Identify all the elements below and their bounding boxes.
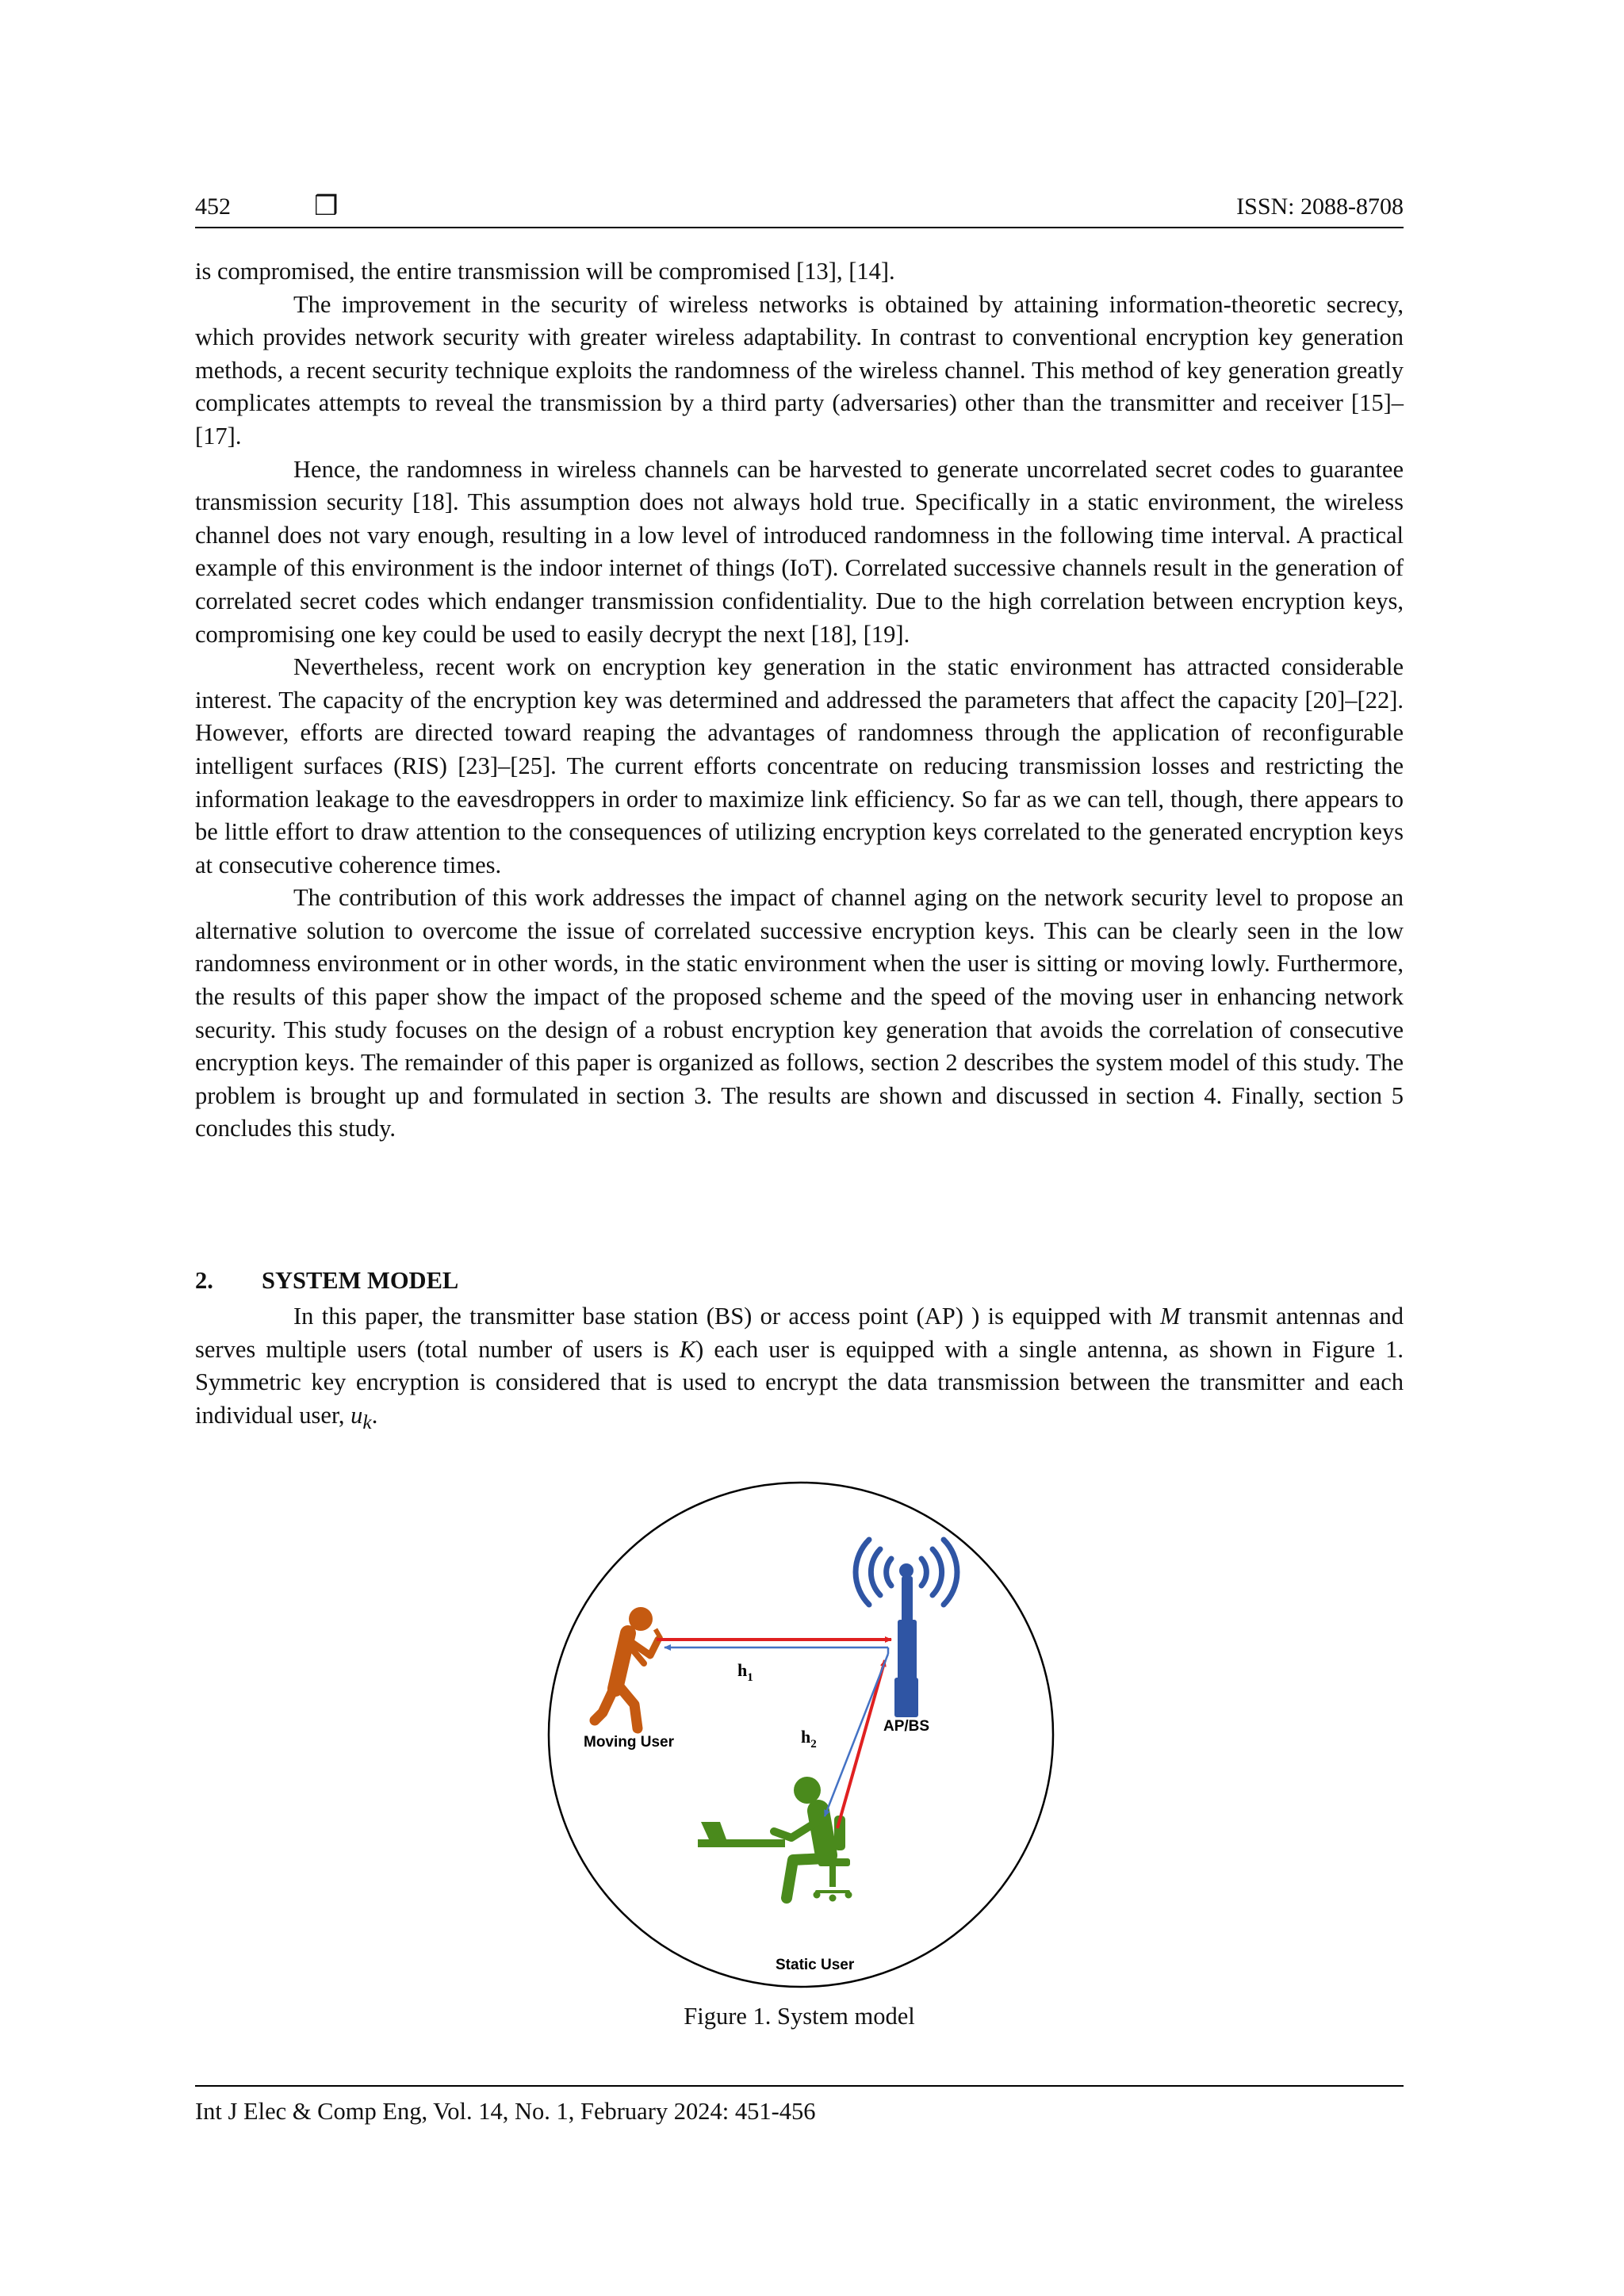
h2-downlink-arrow bbox=[825, 1654, 888, 1816]
page-number: 452 bbox=[195, 193, 231, 220]
section-paragraph bbox=[195, 1300, 1404, 1439]
moving-user-label: Moving User bbox=[584, 1734, 675, 1751]
math-m: M bbox=[1159, 1303, 1181, 1330]
section-title: SYSTEM MODEL bbox=[262, 1267, 459, 1294]
paragraph-3: Hence, the randomness in wireless channels can be harvested to generate uncorrelated secret codes to guarantee transmission security [18]. This assumption does not always hold true. Specifically in a static environment, the wireless channel does not vary enough, resulting in a low level of introduced randomness in the following time interval. A practical example of this environment is the indoor internet of things (IoT). Correlated successive channels result in the generation of correlated secret codes which endanger transmission confidentiality. Due to the high correlation between encryption keys, compromising one key could be used to easily decrypt the next [18], [19]. bbox=[195, 455, 1404, 648]
math-u-sub: k bbox=[362, 1410, 372, 1433]
ap-bs-label: AP/BS bbox=[883, 1718, 930, 1735]
page-footer bbox=[195, 2085, 1404, 2126]
moving-user-icon bbox=[595, 1607, 663, 1728]
paragraph-2: The improvement in the security of wireless networks is obtained by attaining information-theoretic secrecy, which provides network security with greater wireless adaptability. In contrast to conventional encryption key generation methods, a recent security technique exploits the randomness of the wireless channel. This method of key generation greatly complicates attempts to reveal the transmission by a third party (adversaries) other than the transmitter and receiver [15]–[17]. bbox=[195, 290, 1404, 450]
h1-label: $h_1$ bbox=[737, 1660, 753, 1684]
system-model-diagram bbox=[539, 1473, 1063, 1996]
section-text-3: ) each user is equipped with a single antenna, as shown in Figure 1. Symmetric key encryption is considered that is used to encrypt the data transmission between the transmitter and each individual user, bbox=[195, 1335, 1404, 1429]
h2-uplink-arrow bbox=[837, 1660, 885, 1828]
box-glyph-icon: ❒ bbox=[314, 192, 339, 221]
section-text-2: transmit antennas and serves multiple users (total number of users is bbox=[195, 1303, 1404, 1363]
section-body bbox=[195, 1300, 1404, 1439]
math-u: u bbox=[350, 1401, 363, 1429]
section-number: 2. bbox=[195, 1267, 213, 1294]
issn-label: ISSN: 2088-8708 bbox=[1236, 193, 1404, 220]
h2-label: $h_2$ bbox=[801, 1727, 817, 1751]
math-k: K bbox=[679, 1335, 696, 1363]
figure-caption: Figure 1. System model bbox=[684, 2003, 915, 2030]
paragraph-1: is compromised, the entire transmission will be compromised [13], [14]. bbox=[195, 258, 895, 285]
section-heading bbox=[195, 1267, 458, 1295]
paragraph-4: Nevertheless, recent work on encryption key generation in the static environment has attracted considerable interest. The capacity of the encryption key was determined and addressed the parameters that affect the capacity [20]–[22]. However, efforts are directed toward reaping the advantages of randomness through the application of reconfigurable intelligent surfaces (RIS) [23]–[25]. The current efforts concentrate on reducing transmission losses and restricting the information leakage to the eavesdroppers in order to maximize link efficiency. So far as we can tell, though, there appears to be little effort to draw attention to the consequences of utilizing encryption keys correlated to the generated encryption keys at consecutive coherence times. bbox=[195, 653, 1404, 878]
intro-body bbox=[195, 255, 1404, 1146]
section-text-4: . bbox=[371, 1401, 378, 1429]
section-text-1: In this paper, the transmitter base station (BS) or access point (AP) ) is equipped with bbox=[293, 1303, 1160, 1330]
journal-citation: Int J Elec & Comp Eng, Vol. 14, No. 1, February 2024: 451-456 bbox=[195, 2098, 816, 2125]
static-user-label: Static User bbox=[776, 1957, 855, 1973]
paragraph-5: The contribution of this work addresses the impact of channel aging on the network security level to propose an alternative solution to overcome the issue of correlated successive encryption keys. This can be clearly seen in the low randomness environment or in other words, in the static environment when the user is sitting or moving lowly. Furthermore, the results of this paper show the impact of the proposed scheme and the speed of the moving user in enhancing network security. This study focuses on the design of a robust encryption key generation that avoids the correlation of consecutive encryption keys. The remainder of this paper is organized as follows, section 2 describes the system model of this study. The problem is brought up and formulated in section 3. The results are shown and discussed in section 4. Finally, section 5 concludes this study. bbox=[195, 884, 1404, 1142]
page-header bbox=[195, 190, 1404, 228]
antenna-tower-icon bbox=[856, 1540, 957, 1717]
static-user-icon bbox=[698, 1777, 852, 1902]
system-model-figure bbox=[539, 1473, 1063, 1996]
